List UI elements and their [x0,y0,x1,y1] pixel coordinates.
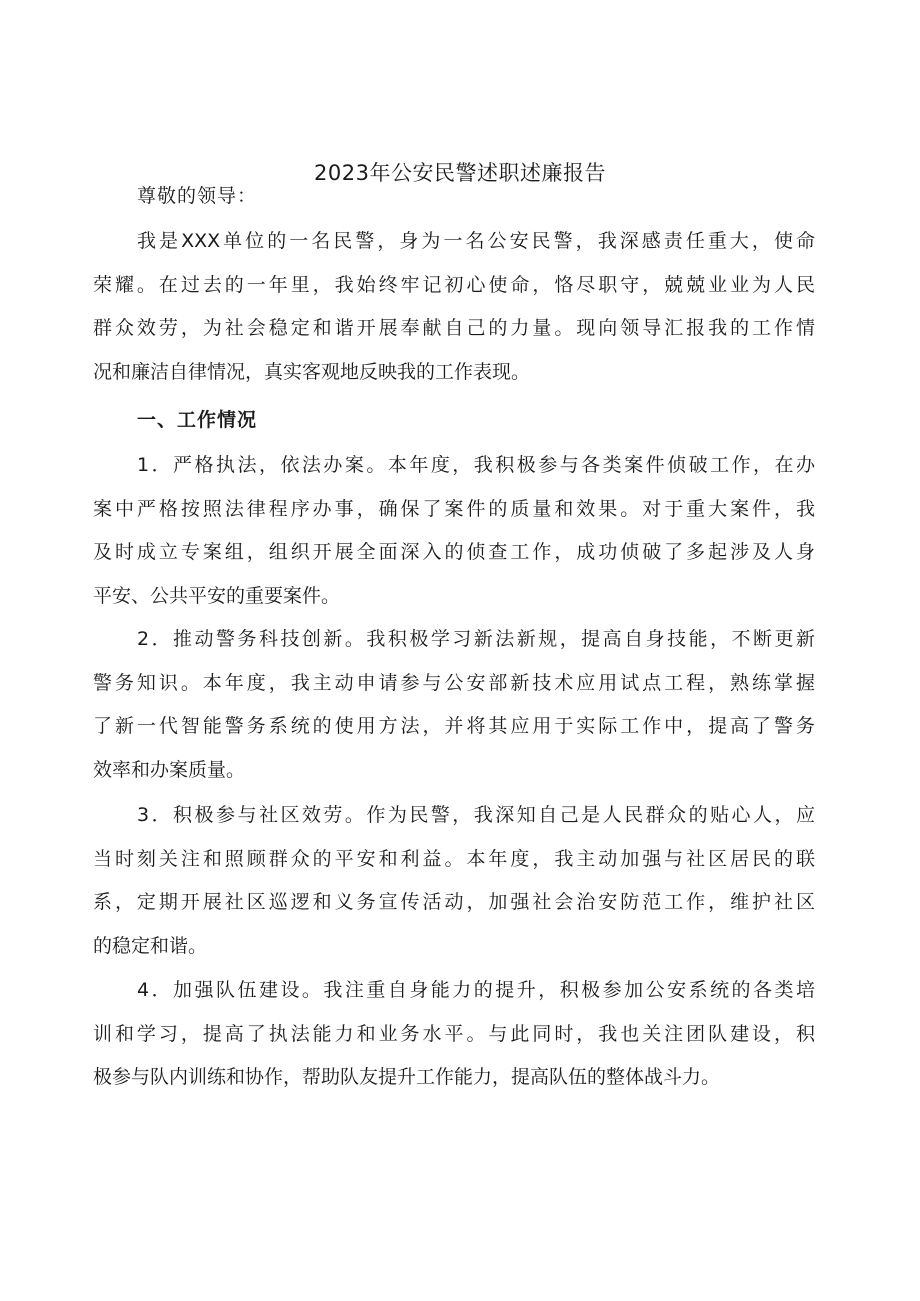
item-line: 1．严格执法，依法办案。本年度，我积极参与各类案件侦破工作，在办 [137,454,815,476]
intro-line: 荣耀。在过去的一年里，我始终牢记初心使命，恪尽职守，兢兢业业为人民 [93,273,815,296]
item-line: 平安、公共平安的重要案件。 [93,584,341,607]
item-paragraph-4 [93,975,815,1106]
intro-line: 群众效劳，为社会稳定和谐开展奉献自己的力量。现向领导汇报我的工作情 [93,317,815,339]
item-line: 案中严格按照法律程序办事，确保了案件的质量和效果。对于重大案件，我 [93,497,815,520]
item-line: 4．加强队伍建设。我注重自身能力的提升，积极参加公安系统的各类培 [137,979,815,1001]
intro-line: 况和廉洁自律情况，真实客观地反映我的工作表现。 [93,360,531,383]
item-line: 2．推动警务科技创新。我积极学习新法新规，提高自身技能，不断更新 [137,628,815,650]
item-line: 系，定期开展社区巡逻和义务宣传活动，加强社会治安防范工作，维护社区 [93,891,815,913]
intro-paragraph [93,226,815,400]
intro-line: 我是XXX单位的一名民警，身为一名公安民警，我深感责任重大，使命 [137,230,815,252]
salutation: 尊敬的领导： [137,185,258,207]
item-line: 3．积极参与社区效劳。作为民警，我深知自己是人民群众的贴心人，应 [137,804,815,826]
item-paragraph-3 [93,800,815,974]
item-line: 训和学习，提高了执法能力和业务水平。与此同时，我也关注团队建设，积 [93,1022,815,1045]
item-line: 当时刻关注和照顾群众的平安和利益。本年度，我主动加强与社区居民的联 [93,847,815,870]
item-line: 了新一代智能警务系统的使用方法，并将其应用于实际工作中，提高了警务 [93,715,815,737]
item-line: 警务知识。本年度，我主动申请参与公安部新技术应用试点工程，熟练掌握 [93,671,815,694]
section-heading: 一、工作情况 [137,409,258,431]
item-line: 极参与队内训练和协作，帮助队友提升工作能力，提高队伍的整体战斗力。 [93,1066,721,1088]
item-line: 及时成立专案组，组织开展全面深入的侦查工作，成功侦破了多起涉及人身 [93,541,815,563]
item-paragraph-2 [93,624,815,798]
item-line: 效率和办案质量。 [93,758,246,781]
item-paragraph-1 [93,450,815,624]
document-title: 2023年公安民警述职述廉报告 [314,161,606,186]
item-line: 的稳定和谐。 [93,934,208,957]
